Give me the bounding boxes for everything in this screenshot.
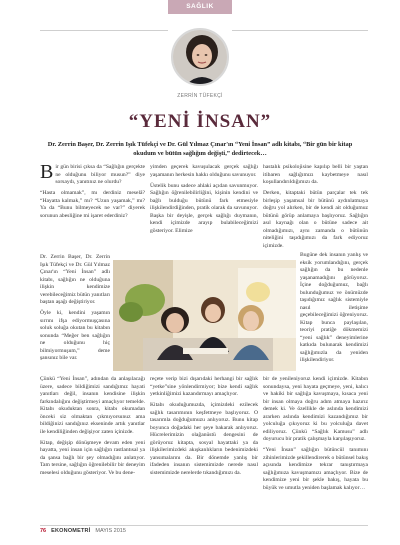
- column-1-middle: [40, 254, 110, 366]
- paragraph: hastalık psikolojisine kapılıp belli bir yaştan itibaren sağlığımızı kaybetmeye nasıl koşullandırıldığımızı da.: [263, 164, 368, 185]
- column-3-top: [263, 164, 368, 254]
- paragraph: Kitap, değişip dönüşmeye devam eden yeni hayatta, yeni insan için sağlığın rastlantısal ya da şansa bağlı bir şey olmadığını anlatıyor. Tam tersine, sağlığın öğrenilebilir bir deneyim meselesi olduğunu gösteriyor. Ve bu dene-: [40, 439, 145, 476]
- author-photo: [171, 28, 229, 86]
- page-number: 76: [40, 528, 47, 534]
- footer-rule: [40, 525, 368, 526]
- paragraph: “Yeni İnsan” sağlığın bütüncül tanımını zihinlerimizde şekillendirerek o bütünsel bakış açısında kendimize tekrar tanıştırmaya sağlığımıza kavuşmamızı amaçlıyor. Bize de kendimize yeni bir şekle bakış, hayata bu büyük ve umutla yeniden başlamak kalıyor…: [263, 447, 368, 491]
- dropcap: B: [40, 161, 54, 183]
- magazine-name: EKONOMETRİ: [51, 528, 91, 534]
- header-rule-left: [40, 30, 168, 31]
- paragraph: reçete verip bizi dışarıdaki herhangi bir sağlık “yetke”sine yönlendirmiyor; bize kendi sağlık yetkinliğimizi kazandırmayı amaçlıyor.: [150, 376, 258, 397]
- column-2-bottom: [150, 376, 258, 481]
- paragraph: Kitabı okuduğumuzda, içimizdeki ezilecek sağlık tasarımının keşfetmeye başlıyoruz. O tasarımla doğduğumuzu anlıyoruz. Bunu kitap boyunca doğadaki her şeye bakarak anlıyoruz. Hücrelerimizin olağanüstü dengesini de görüyoruz kitapta, sosyal hayattaki ya da ilişkilerimizdeki akışkanlıkların bedenimizdeki yansımalarını da. Bir dönemde yanlış bir ifadeden insanın sistemimizde nerede nasıl sistemimizde nerelerde tıkandığımızı da.: [150, 402, 258, 476]
- page-footer: [40, 528, 126, 534]
- column-3-bottom: [263, 376, 368, 496]
- column-1-top: [40, 161, 145, 224]
- section-tab: SAĞLIK: [168, 0, 232, 14]
- author-name: ZERRİN TÜFEKÇİ: [177, 93, 223, 99]
- header-rule-right: [232, 30, 368, 31]
- paragraph: “Hasta olmamak”, mı derdiniz meselâ? “Hayatta kalmak,” mı? “Uzun yaşamak,” mı? Ya da “Bunu bilmeyecek ne var?” diyerek sorunun abesliğine mi işaret ederdiniz?: [40, 190, 145, 219]
- column-3-middle: [300, 252, 368, 368]
- paragraph: Derken, kitaptaki bütün parçalar tek tek birleşip yaşamsal bir bütünü aydınlatmaya doğru yol alırken, bir de kendi ait olduğumuz bütünü görüp anlamaya başlıyoruz. Sağlığın asıl kaynağı olan o bütüne sadece ait olmadığımızı, aynı zamanda o bütünün niteliğini taşıdığımızı da fark ediyoruz içimizde.: [263, 190, 368, 249]
- issue-date: MAYIS 2015: [95, 528, 126, 534]
- paragraph: bir de yenileniyoruz kendi içimizde. Kitabın sonundaysa, yeni hayata geçmeye, yeni, kalıcı ve hakiki bir sağlığa kavuşmaya, kısaca yeni bir insan olmaya doğru adım atmaya hazırız demek ki. Ve özellikle de aslında kendimizi ararken aslında kendimizi kazandığımız bir yolculuğa çıkıyoruz ki bu yolculuğa davet ediliyoruz. Çünkü “Sağlık Kamusu” adlı doyurucu bir pratik çalışmayla karşılaşıyoruz.: [263, 376, 368, 442]
- paragraph: Çünkü “Yeni İnsan”, adından da anlaşılacağı üzere, sadece bildiğimizi sandığımız hayati yanıtları değil, insanın kendisine ilişkin farkındalığını değiştirmeyi amaçlıyor temelde. Kitabı okuduktan sonra, kitabı okumadan önceki siz olmaktan çıkmıyorsunuz ama bildiğinizi sandığınız ekseninde artık yanıtlar ile kendiliğinden değişiyor zaten içinizde.: [40, 376, 145, 435]
- column-1-bottom: [40, 376, 145, 481]
- article-lede: Dr. Zerrin Başer, Dr. Zerrin Işık Tüfekçi ve Dr. Gül Yılmaz Çınar'ın “Yeni İnsan” adlı kitabı, “Bir gün bir kitap okudum ve bütün sağlığım değişti,” dedirtecek…: [47, 141, 353, 157]
- paragraph: Dr. Zerrin Başer, Dr. Zerrin Işık Tüfekçi ve Dr. Gül Yılmaz Çınar'ın “Yeni İnsan” adlı kitabı, sağlığın ne olduğuna ilişkin kendimize verebileceğimiz bütün yanıtları baştan aşağı değiştiriyor.: [40, 254, 110, 305]
- article-photo: [113, 260, 296, 371]
- paragraph: yimden geçerek kavuşulacak gerçek sağlığı yaşamanın herkesin hakkı olduğunu savunuyor.: [150, 164, 258, 178]
- paragraph: Öyle ki, kendini yaşamın sırrını ifşa ediyormuşçasına soluk soluğa okutan bu kitabın sonunda “Meğer ben sağlığın ne olduğunu hiç bilmiyormuşum,” deme şansınız bile var.: [40, 310, 110, 361]
- article-headline: “YENİ İNSAN”: [128, 111, 272, 132]
- paragraph: Üstelik bunu sadece ahlaki açıdan savunmuyor. Sağlığın öğrenilebilirliğini, kişinin kendini ve bağlı bulduğu bütünü fark etmesiyle ilişkilendirdiğinden, pratik olarak da savunuyor. Başka bir deyişle, gerçek sağlığı duymanın, kendi içimizde arayıp bulabileceğimizi gösteriyor. Elimize: [150, 182, 258, 234]
- paragraph: Bir gün birisi çıksa da “Sağlığın gerçekte ne olduğunu biliyor musun?” diye sorsaydı, yanıtınız ne olurdu?: [40, 161, 145, 185]
- paragraph: Bugüne dek insanın yanlış ve eksik yorumlandığını, gerçek sağlığın da bu nedenle yaşanamadığını görüyoruz. İçine doğduğumuz, bağlı bulunduğumuz ve önümüzde taşıdığımız sağlık sistemiyle nasıl iletişime geçebileceğimizi öğreniyoruz. Kitap bunca paylaşılan, teoriyi pratiğe dökmemizi “yeni sağlık” deneyimlerine katkıda bulunarak kendimizi sağlığımızla da yeniden ilişkilendiriyor.: [300, 252, 368, 363]
- column-2-top: [150, 164, 258, 239]
